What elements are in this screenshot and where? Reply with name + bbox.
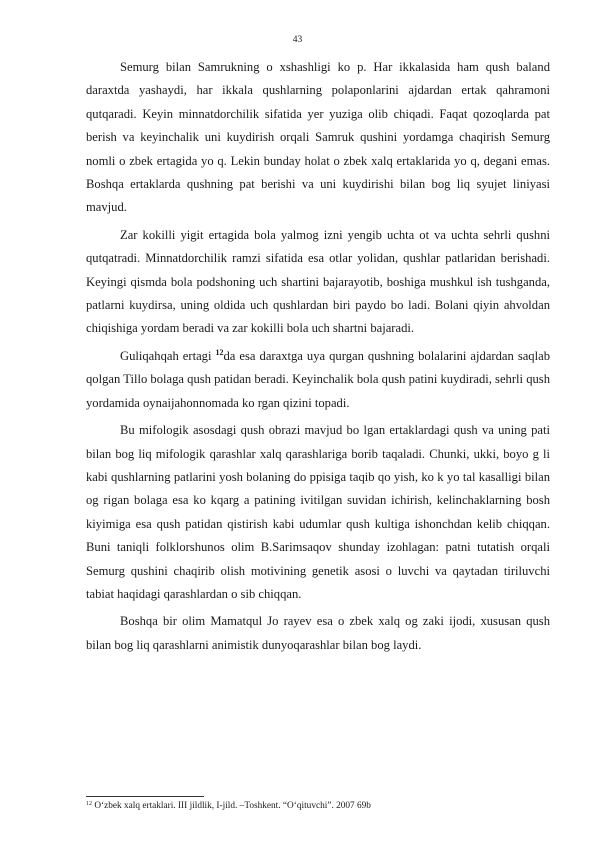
paragraph-guliqahqah-rest: da esa daraxtga uya qurgan qushning bolalarini ajdardan saqlab qolgan Tillo bolaga qush patidan beradi. Keyinchalik bola qush patini kuydiradi, sehrli qush yordamida oynaijahonnomada ko rgan qizini topadi. (86, 348, 550, 410)
footnote-text: O‘zbek xalq ertaklari. III jildlik, I-jild. –Toshkent. “O‘qituvchi”. 2007 69b (94, 801, 371, 811)
paragraph-mifologik: Bu mifologik asosdagi qush obrazi mavjud bo lgan ertaklardagi qush va uning pati bilan bog liq mifologik qarashlar xalq qarashlariga borib taqaladi. Chunki, ukki, boyo g li kabi qushlarning patlarini yosh bolaning do ppisiga taqib qo yish, ko k yo tal kasalligi bilan og rigan bolaga esa ko kqarg a patining ivitilgan suvidan ichirish, kelinchaklarning bosh kiyimiga esa qush patidan qistirish kabi udumlar qush kultiga ishonchdan kelib chiqqan. Buni taniqli folklorshunos olim B.Sarimsaqov shunday izohlagan: patni tutatish orqali Semurg qushini chaqirib olish motivining genetik asosi o luvchi va qaytadan tiriluvchi tabiat haqidagi qarashlardan o sib chiqqan. (86, 423, 550, 601)
document-body (86, 56, 550, 661)
paragraph-guliqahqah (86, 345, 550, 415)
footnote (86, 800, 550, 812)
footnote-reference[interactable]: 12 (215, 347, 224, 357)
paragraph-semurg: Semurg bilan Samrukning o xshashligi ko p. Har ikkalasida ham qush baland daraxtda yashaydi, har ikkala qushlarning polaponlarini ajdardan ertak qahramoni qutqaradi. Keyin minnatdorchilik sifatida yer yuziga olib chiqadi. Faqat qozoqlarda pat berish va keyinchalik uni kuydirish orqali Samruk qushini yordamga chaqirish Semurg nomli o zbek ertagida yo q. Lekin bunday holat o zbek xalq ertaklarida yo q, degani emas. Boshqa ertaklarda qushning pat berishi va uni kuydirishi bilan bog liq syujet liniyasi mavjud. (86, 60, 550, 215)
footnote-marker: 12 (86, 801, 92, 807)
paragraph-zar-kokilli: Zar kokilli yigit ertagida bola yalmog izni yengib uchta ot va uchta sehrli qushni qutqatradi. Minnatdorchilik ramzi sifatida esa otlar yolidan, qushlar patlaridan berishadi. Keyingi qismda bola podshoning uch shartini bajarayotib, boshiga mushkul ish tushganda, patlarni kuydirsa, uning oldida uch qushlardan biri paydo bo ladi. Bolani qiyin ahvoldan chiqishiga yordam beradi va zar kokilli bola uch shartni bajaradi. (86, 227, 550, 336)
paragraph-guliqahqah-start: Guliqahqah ertagi (120, 348, 216, 363)
page-number: 43 (292, 35, 303, 45)
paragraph-boshqa-olim: Boshqa bir olim Mamatqul Jo rayev esa o zbek xalq og zaki ijodi, xususan qush bilan bog liq qarashlarni animistik dunyoqarashlar bilan bog laydi. (86, 614, 550, 652)
footnote-divider (86, 796, 204, 797)
